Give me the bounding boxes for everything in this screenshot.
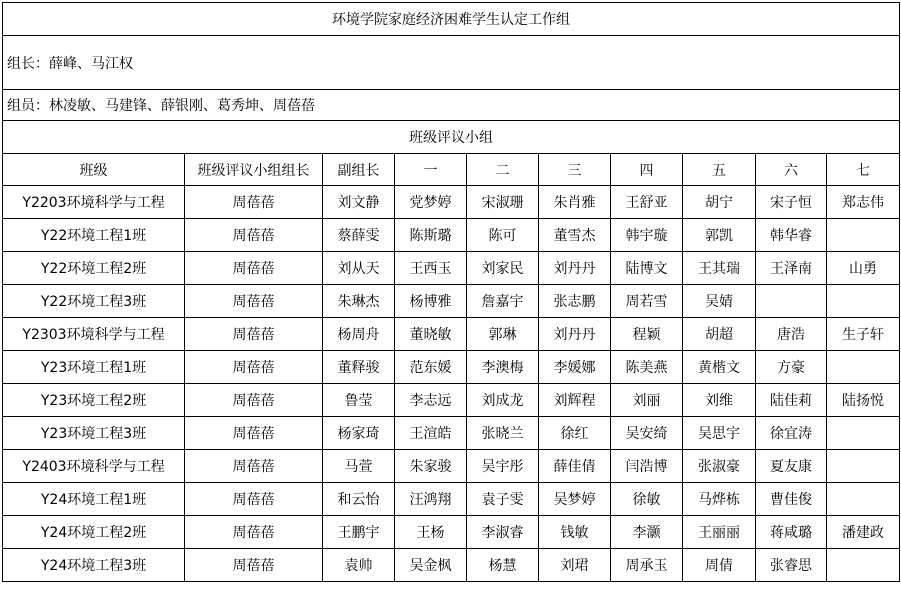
table-body: [3, 3, 900, 582]
member-cell[interactable]: 山勇: [827, 252, 900, 285]
member-cell[interactable]: 胡超: [683, 318, 756, 351]
member-cell[interactable]: 王其瑞: [683, 252, 756, 285]
member-cell[interactable]: 刘丹丹: [539, 318, 611, 351]
deputy-cell[interactable]: 和云怡: [323, 483, 395, 516]
class-cell[interactable]: Y23环境工程2班: [3, 384, 185, 417]
deputy-cell[interactable]: 鲁莹: [323, 384, 395, 417]
header-cell-2[interactable]: 二: [467, 154, 539, 186]
member-cell[interactable]: 党梦婷: [395, 186, 467, 219]
member-cell[interactable]: 胡宁: [683, 186, 756, 219]
deputy-cell[interactable]: 王鹏宇: [323, 516, 395, 549]
member-cell[interactable]: 张晓兰: [467, 417, 539, 450]
leader-cell[interactable]: 周蓓蓓: [185, 252, 323, 285]
member-cell[interactable]: 吴安绮: [611, 417, 683, 450]
group-title-cell[interactable]: 班级评议小组: [3, 121, 900, 154]
table-row: [3, 285, 900, 318]
table-row: [3, 417, 900, 450]
member-cell[interactable]: 王西玉: [395, 252, 467, 285]
class-cell[interactable]: Y22环境工程3班: [3, 285, 185, 318]
member-cell[interactable]: 宋淑珊: [467, 186, 539, 219]
member-cell[interactable]: 韩华睿: [756, 219, 827, 252]
deputy-cell[interactable]: 袁帅: [323, 549, 395, 582]
member-cell[interactable]: 吴梦婷: [539, 483, 611, 516]
member-cell[interactable]: [827, 483, 900, 516]
member-cell[interactable]: 朱肖雅: [539, 186, 611, 219]
member-cell[interactable]: 张睿思: [756, 549, 827, 582]
class-cell[interactable]: Y24环境工程2班: [3, 516, 185, 549]
table-row: [3, 186, 900, 219]
member-cell[interactable]: 刘维: [683, 384, 756, 417]
member-cell[interactable]: 陆扬悦: [827, 384, 900, 417]
member-cell[interactable]: 刘辉程: [539, 384, 611, 417]
member-cell[interactable]: 李澳梅: [467, 351, 539, 384]
member-cell[interactable]: 程颖: [611, 318, 683, 351]
member-cell[interactable]: 刘丹丹: [539, 252, 611, 285]
member-cell[interactable]: 杨博雅: [395, 285, 467, 318]
header-row: [3, 154, 900, 186]
leader-cell[interactable]: 周蓓蓓: [185, 450, 323, 483]
member-cell[interactable]: 周若雪: [611, 285, 683, 318]
member-cell[interactable]: 周承玉: [611, 549, 683, 582]
leader-cell[interactable]: 周蓓蓓: [185, 285, 323, 318]
member-cell[interactable]: 唐浩: [756, 318, 827, 351]
member-cell[interactable]: 吴金枫: [395, 549, 467, 582]
leader-cell[interactable]: 周蓓蓓: [185, 318, 323, 351]
header-cell-4[interactable]: 四: [611, 154, 683, 186]
member-cell[interactable]: 周倩: [683, 549, 756, 582]
member-cell[interactable]: 李淑睿: [467, 516, 539, 549]
table-row: [3, 516, 900, 549]
member-cell[interactable]: 徐敏: [611, 483, 683, 516]
leader-cell[interactable]: 周蓓蓓: [185, 186, 323, 219]
member-cell[interactable]: 吴宇彤: [467, 450, 539, 483]
class-cell[interactable]: Y2203环境科学与工程: [3, 186, 185, 219]
table-row: [3, 549, 900, 582]
leader-cell[interactable]: 周蓓蓓: [185, 417, 323, 450]
member-cell[interactable]: 王丽丽: [683, 516, 756, 549]
class-cell[interactable]: Y24环境工程1班: [3, 483, 185, 516]
header-cell-1[interactable]: 一: [395, 154, 467, 186]
leader-cell[interactable]: 周蓓蓓: [185, 483, 323, 516]
class-cell[interactable]: Y24环境工程3班: [3, 549, 185, 582]
class-cell[interactable]: Y23环境工程3班: [3, 417, 185, 450]
member-cell[interactable]: 吴婧: [683, 285, 756, 318]
class-cell[interactable]: Y23环境工程1班: [3, 351, 185, 384]
deputy-cell[interactable]: 董释骏: [323, 351, 395, 384]
member-cell[interactable]: 汪鸿翔: [395, 483, 467, 516]
member-cell[interactable]: 张淑豪: [683, 450, 756, 483]
member-cell[interactable]: [756, 285, 827, 318]
member-cell[interactable]: 钱敏: [539, 516, 611, 549]
member-cell[interactable]: 王舒亚: [611, 186, 683, 219]
member-cell[interactable]: 马烨栋: [683, 483, 756, 516]
member-cell[interactable]: 郭凯: [683, 219, 756, 252]
member-cell[interactable]: 徐红: [539, 417, 611, 450]
member-cell[interactable]: 范东媛: [395, 351, 467, 384]
header-cell-class[interactable]: 班级: [3, 154, 185, 186]
table-row: [3, 483, 900, 516]
table-row: [3, 219, 900, 252]
member-cell[interactable]: 王渲皓: [395, 417, 467, 450]
member-cell[interactable]: [827, 549, 900, 582]
member-cell[interactable]: [827, 351, 900, 384]
member-cell[interactable]: 朱家骏: [395, 450, 467, 483]
title-row: [3, 3, 900, 36]
header-cell-deputy[interactable]: 副组长: [323, 154, 395, 186]
deputy-cell[interactable]: 刘从天: [323, 252, 395, 285]
header-cell-3[interactable]: 三: [539, 154, 611, 186]
table-row: [3, 318, 900, 351]
table-row: [3, 450, 900, 483]
leader-row: [3, 36, 900, 90]
member-cell[interactable]: 董晓敏: [395, 318, 467, 351]
member-cell[interactable]: 陈美燕: [611, 351, 683, 384]
member-cell[interactable]: 夏友康: [756, 450, 827, 483]
member-cell[interactable]: 刘家民: [467, 252, 539, 285]
member-cell[interactable]: [827, 417, 900, 450]
member-cell[interactable]: 曹佳俊: [756, 483, 827, 516]
member-cell[interactable]: 吴思宇: [683, 417, 756, 450]
member-cell[interactable]: 潘建政: [827, 516, 900, 549]
member-cell[interactable]: 王杨: [395, 516, 467, 549]
table-row: [3, 252, 900, 285]
spreadsheet-table: [2, 2, 900, 582]
member-cell[interactable]: 詹嘉宇: [467, 285, 539, 318]
deputy-cell[interactable]: 蔡薛雯: [323, 219, 395, 252]
deputy-cell[interactable]: 杨周舟: [323, 318, 395, 351]
leader-cell[interactable]: 组长：薛峰、马江权: [3, 36, 900, 90]
table-row: [3, 384, 900, 417]
member-cell[interactable]: 王泽南: [756, 252, 827, 285]
member-cell[interactable]: 蒋咸璐: [756, 516, 827, 549]
member-cell[interactable]: 韩宇璇: [611, 219, 683, 252]
class-cell[interactable]: Y22环境工程1班: [3, 219, 185, 252]
member-cell[interactable]: 陈可: [467, 219, 539, 252]
header-cell-5[interactable]: 五: [683, 154, 756, 186]
member-cell[interactable]: 闫浩博: [611, 450, 683, 483]
member-cell[interactable]: 郭琳: [467, 318, 539, 351]
member-cell[interactable]: 陈斯璐: [395, 219, 467, 252]
member-cell[interactable]: 袁子雯: [467, 483, 539, 516]
deputy-cell[interactable]: 朱琳杰: [323, 285, 395, 318]
member-cell[interactable]: 陆博文: [611, 252, 683, 285]
member-cell[interactable]: 陆佳莉: [756, 384, 827, 417]
leader-cell[interactable]: 周蓓蓓: [185, 549, 323, 582]
leader-cell[interactable]: 周蓓蓓: [185, 351, 323, 384]
member-cell[interactable]: [827, 450, 900, 483]
member-cell[interactable]: 组员：林凌敏、马建锋、薛银刚、葛秀坤、周蓓蓓: [3, 90, 900, 121]
member-cell[interactable]: 郑志伟: [827, 186, 900, 219]
header-cell-6[interactable]: 六: [756, 154, 827, 186]
class-cell[interactable]: Y2303环境科学与工程: [3, 318, 185, 351]
member-cell[interactable]: 张志鹏: [539, 285, 611, 318]
leader-cell[interactable]: 周蓓蓓: [185, 516, 323, 549]
member-cell[interactable]: 董雪杰: [539, 219, 611, 252]
member-cell[interactable]: 黄楷文: [683, 351, 756, 384]
member-cell[interactable]: 薛佳倩: [539, 450, 611, 483]
leader-cell[interactable]: 周蓓蓓: [185, 219, 323, 252]
leader-cell[interactable]: 周蓓蓓: [185, 384, 323, 417]
member-cell[interactable]: 方豪: [756, 351, 827, 384]
header-cell-7[interactable]: 七: [827, 154, 900, 186]
deputy-cell[interactable]: 刘文静: [323, 186, 395, 219]
member-cell[interactable]: 徐宜涛: [756, 417, 827, 450]
member-cell[interactable]: 生子轩: [827, 318, 900, 351]
class-cell[interactable]: Y2403环境科学与工程: [3, 450, 185, 483]
member-cell[interactable]: [827, 285, 900, 318]
member-cell[interactable]: 宋子恒: [756, 186, 827, 219]
deputy-cell[interactable]: 杨家琦: [323, 417, 395, 450]
member-cell[interactable]: 刘成龙: [467, 384, 539, 417]
member-cell[interactable]: 李灏: [611, 516, 683, 549]
member-row: [3, 90, 900, 121]
header-cell-leader[interactable]: 班级评议小组组长: [185, 154, 323, 186]
member-cell[interactable]: 刘珺: [539, 549, 611, 582]
deputy-cell[interactable]: 马萱: [323, 450, 395, 483]
member-cell[interactable]: 刘丽: [611, 384, 683, 417]
class-cell[interactable]: Y22环境工程2班: [3, 252, 185, 285]
table-row: [3, 351, 900, 384]
member-cell[interactable]: 李媛娜: [539, 351, 611, 384]
member-cell[interactable]: [827, 219, 900, 252]
member-cell[interactable]: 杨慧: [467, 549, 539, 582]
sheet-title[interactable]: 环境学院家庭经济困难学生认定工作组: [3, 3, 900, 36]
group-title-row: [3, 121, 900, 154]
member-cell[interactable]: 李志远: [395, 384, 467, 417]
